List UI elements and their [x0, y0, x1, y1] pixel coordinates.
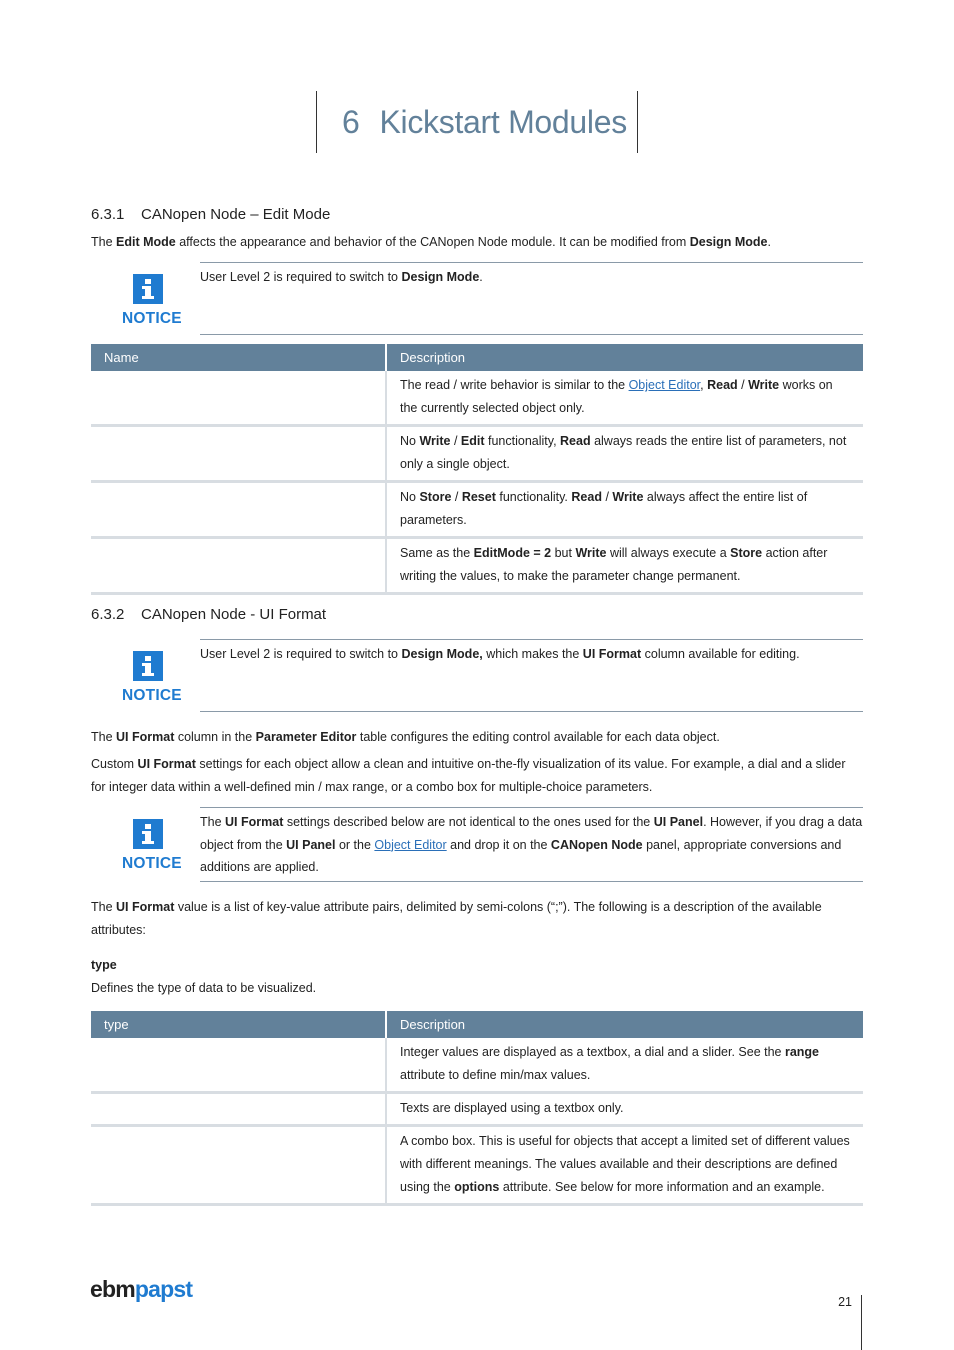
section-title: CANopen Node - UI Format: [141, 606, 327, 623]
chapter-title-text: Kickstart Modules: [379, 103, 627, 140]
type-heading: type: [91, 958, 117, 972]
object-editor-link[interactable]: Object Editor: [628, 378, 701, 392]
name-cell: [91, 1093, 386, 1126]
chapter-title: [316, 91, 638, 153]
table-header-row: [91, 1011, 863, 1038]
description-cell: No Write / Edit functionality, Read always reads the entire list of parameters, not only a single object.: [386, 426, 863, 482]
column-header-name: Name: [91, 344, 386, 371]
custom-ui-format-paragraph: Custom UI Format settings for each object allow a clean and intuitive on-the-fly visualization of its value. For example, a dial and a slider for integer data within a well-defined min / max range, or a combo box for multiple-choice parameters.: [91, 757, 846, 794]
notice-text: The UI Format settings described below are not identical to the ones used for the UI Panel. However, if you drag a data object from the UI Panel or the Object Editor and drop it on the CANopen Node panel, appropriate conversions and additions are applied.: [200, 807, 863, 882]
table-row: [91, 538, 863, 594]
attributes-paragraph: The UI Format value is a list of key-value attribute pairs, delimited by semi-colons (“;”). The following is a description of the available attributes:: [91, 900, 822, 937]
name-cell: [91, 1126, 386, 1205]
description-cell: A combo box. This is useful for objects that accept a limited set of different values with different meanings. The values available and their descriptions are defined using the options attribute. See below for more information and an example.: [386, 1126, 863, 1205]
edit-mode-intro: The Edit Mode affects the appearance and behavior of the CANopen Node module. It can be modified from Design Mode.: [91, 235, 771, 249]
column-header-type: type: [91, 1011, 386, 1038]
table-header-row: [91, 344, 863, 371]
notice-box: [91, 639, 863, 712]
column-header-description: Description: [386, 1011, 863, 1038]
section-number: 6.3.2: [91, 606, 125, 623]
notice-label: NOTICE: [122, 687, 182, 704]
ebmpapst-logo: ebmpapst: [90, 1276, 193, 1302]
chapter-number: 6: [342, 103, 360, 140]
name-cell: [91, 482, 386, 538]
description-cell: Texts are displayed using a textbox only.: [386, 1093, 863, 1126]
notice-label: NOTICE: [122, 310, 182, 327]
section-number: 6.3.1: [91, 206, 125, 223]
type-table: [91, 1011, 863, 1206]
description-cell: Integer values are displayed as a textbox, a dial and a slider. See the range attribute to define min/max values.: [386, 1038, 863, 1093]
name-cell: [91, 538, 386, 594]
table-row: [91, 1093, 863, 1126]
name-cell: [91, 1038, 386, 1093]
description-cell: Same as the EditMode = 2 but Write will always execute a Store action after writing the values, to make the parameter change permanent.: [386, 538, 863, 594]
section-heading-edit-mode: [91, 206, 330, 223]
edit-mode-table: [91, 344, 863, 595]
table-row: [91, 482, 863, 538]
notice-label: NOTICE: [122, 855, 182, 872]
ui-format-paragraph: The UI Format column in the Parameter Editor table configures the editing control available for each data object.: [91, 730, 720, 744]
info-icon: [133, 819, 163, 849]
section-heading-ui-format: [91, 606, 326, 623]
description-cell: No Store / Reset functionality. Read / Write always affect the entire list of parameters.: [386, 482, 863, 538]
object-editor-link[interactable]: Object Editor: [374, 837, 447, 852]
name-cell: [91, 426, 386, 482]
page-number: 21: [818, 1295, 862, 1350]
description-cell: The read / write behavior is similar to the Object Editor, Read / Write works on the currently selected object only.: [386, 371, 863, 426]
table-row: [91, 426, 863, 482]
notice-box: [91, 262, 863, 335]
table-row: [91, 371, 863, 426]
info-icon: [133, 651, 163, 681]
notice-text: User Level 2 is required to switch to Design Mode, which makes the UI Format column available for editing.: [200, 639, 863, 712]
table-row: [91, 1038, 863, 1093]
type-description: Defines the type of data to be visualized.: [91, 981, 317, 995]
column-header-description: Description: [386, 344, 863, 371]
notice-box: [91, 807, 863, 882]
info-icon: [133, 274, 163, 304]
name-cell: [91, 371, 386, 426]
notice-text: User Level 2 is required to switch to Design Mode.: [200, 262, 863, 335]
table-row: [91, 1126, 863, 1205]
section-title: CANopen Node – Edit Mode: [141, 206, 331, 223]
